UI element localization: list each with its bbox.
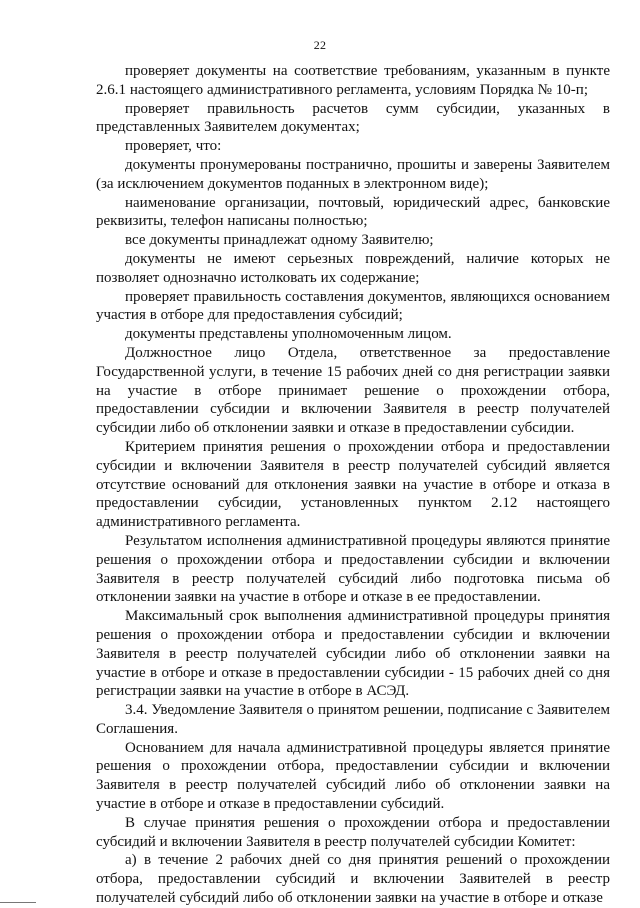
paragraph: Максимальный срок выполнения административной процедуры принятия решения о прохождении отбора и предоставлении субсидии и включении Заявителя в реестр получателей субсидии либо об отклонении заявки на участие в отборе и отказе в предоставлении субсидии - 15 рабочих дней со дня регистрации заявки на участие в отборе в АСЭД. <box>96 608 610 700</box>
page-body <box>96 62 610 908</box>
paragraph: В случае принятия решения о прохождении отбора и предоставлении субсидий и включении Заявителя в реестр получателей субсидии Комитет: <box>96 814 610 850</box>
paragraph: Критерием принятия решения о прохождении отбора и предоставлении субсидии и включении Заявителя в реестр получателей субсидий является отсутствие оснований для отклонения заявки на участие в отборе и отказа в предоставлении субсидии, установленных пунктом 2.12 настоящего административного регламента. <box>96 438 610 531</box>
section-heading: 3.4. Уведомление Заявителя о принятом решении, подписание с Заявителем Соглашения. <box>96 702 610 737</box>
paragraph: проверяет, что: <box>125 138 222 155</box>
paragraph: проверяет документы на соответствие требованиям, указанным в пункте 2.6.1 настоящего административного регламента, условиям Порядка № 10-п; <box>96 63 610 98</box>
paragraph: проверяет правильность составления документов, являющихся основанием участия в отборе для предоставления субсидий; <box>96 288 610 324</box>
paragraph: все документы принадлежат одному Заявителю; <box>125 232 434 249</box>
paragraph: Должностное лицо Отдела, ответственное за предоставление Государственной услуги, в течение 15 рабочих дней со дня регистрации заявки на участие в отборе принимает решение о прохождении отбора, предоставлении субсидии и включении Заявителя в реестр получателей субсидии либо об отклонении заявки и отказе в предоставлении субсидии. <box>96 344 610 437</box>
paragraph: документы не имеют серьезных повреждений, наличие которых не позволяет однозначно истолковать их содержание; <box>96 250 610 286</box>
paragraph: документы представлены уполномоченным лицом. <box>125 326 452 343</box>
paragraph: проверяет правильность расчетов сумм субсидии, указанных в представленных Заявителем документах; <box>96 100 610 136</box>
paragraph: Основанием для начала административной процедуры является принятие решения о прохождении отбора, предоставлении субсидии и включении Заявителя в реестр получателей субсидий либо об отклонении заявки на участие в отборе и отказе в предоставлении субсидий. <box>96 739 610 813</box>
paragraph: документы пронумерованы постранично, прошиты и заверены Заявителем (за исключением документов поданных в электронном виде); <box>96 156 610 192</box>
paragraph: наименование организации, почтовый, юридический адрес, банковские реквизиты, телефон написаны полностью; <box>96 194 610 230</box>
paragraph: Результатом исполнения административной процедуры являются принятие решения о прохождении отбора и предоставлении субсидии и включении Заявителя в реестр получателей субсидий либо подготовка письма об отклонении заявки на участие в отборе и отказе в ее предоставлении. <box>96 532 610 606</box>
page-edge-mark <box>0 902 36 903</box>
page-number: 22 <box>313 38 327 52</box>
paragraph: а) в течение 2 рабочих дней со дня принятия решений о прохождении отбора, предоставлении субсидий и включении Заявителей в реестр получателей субсидий либо об отклонении заявки на участие в отборе и отказе <box>96 852 610 907</box>
